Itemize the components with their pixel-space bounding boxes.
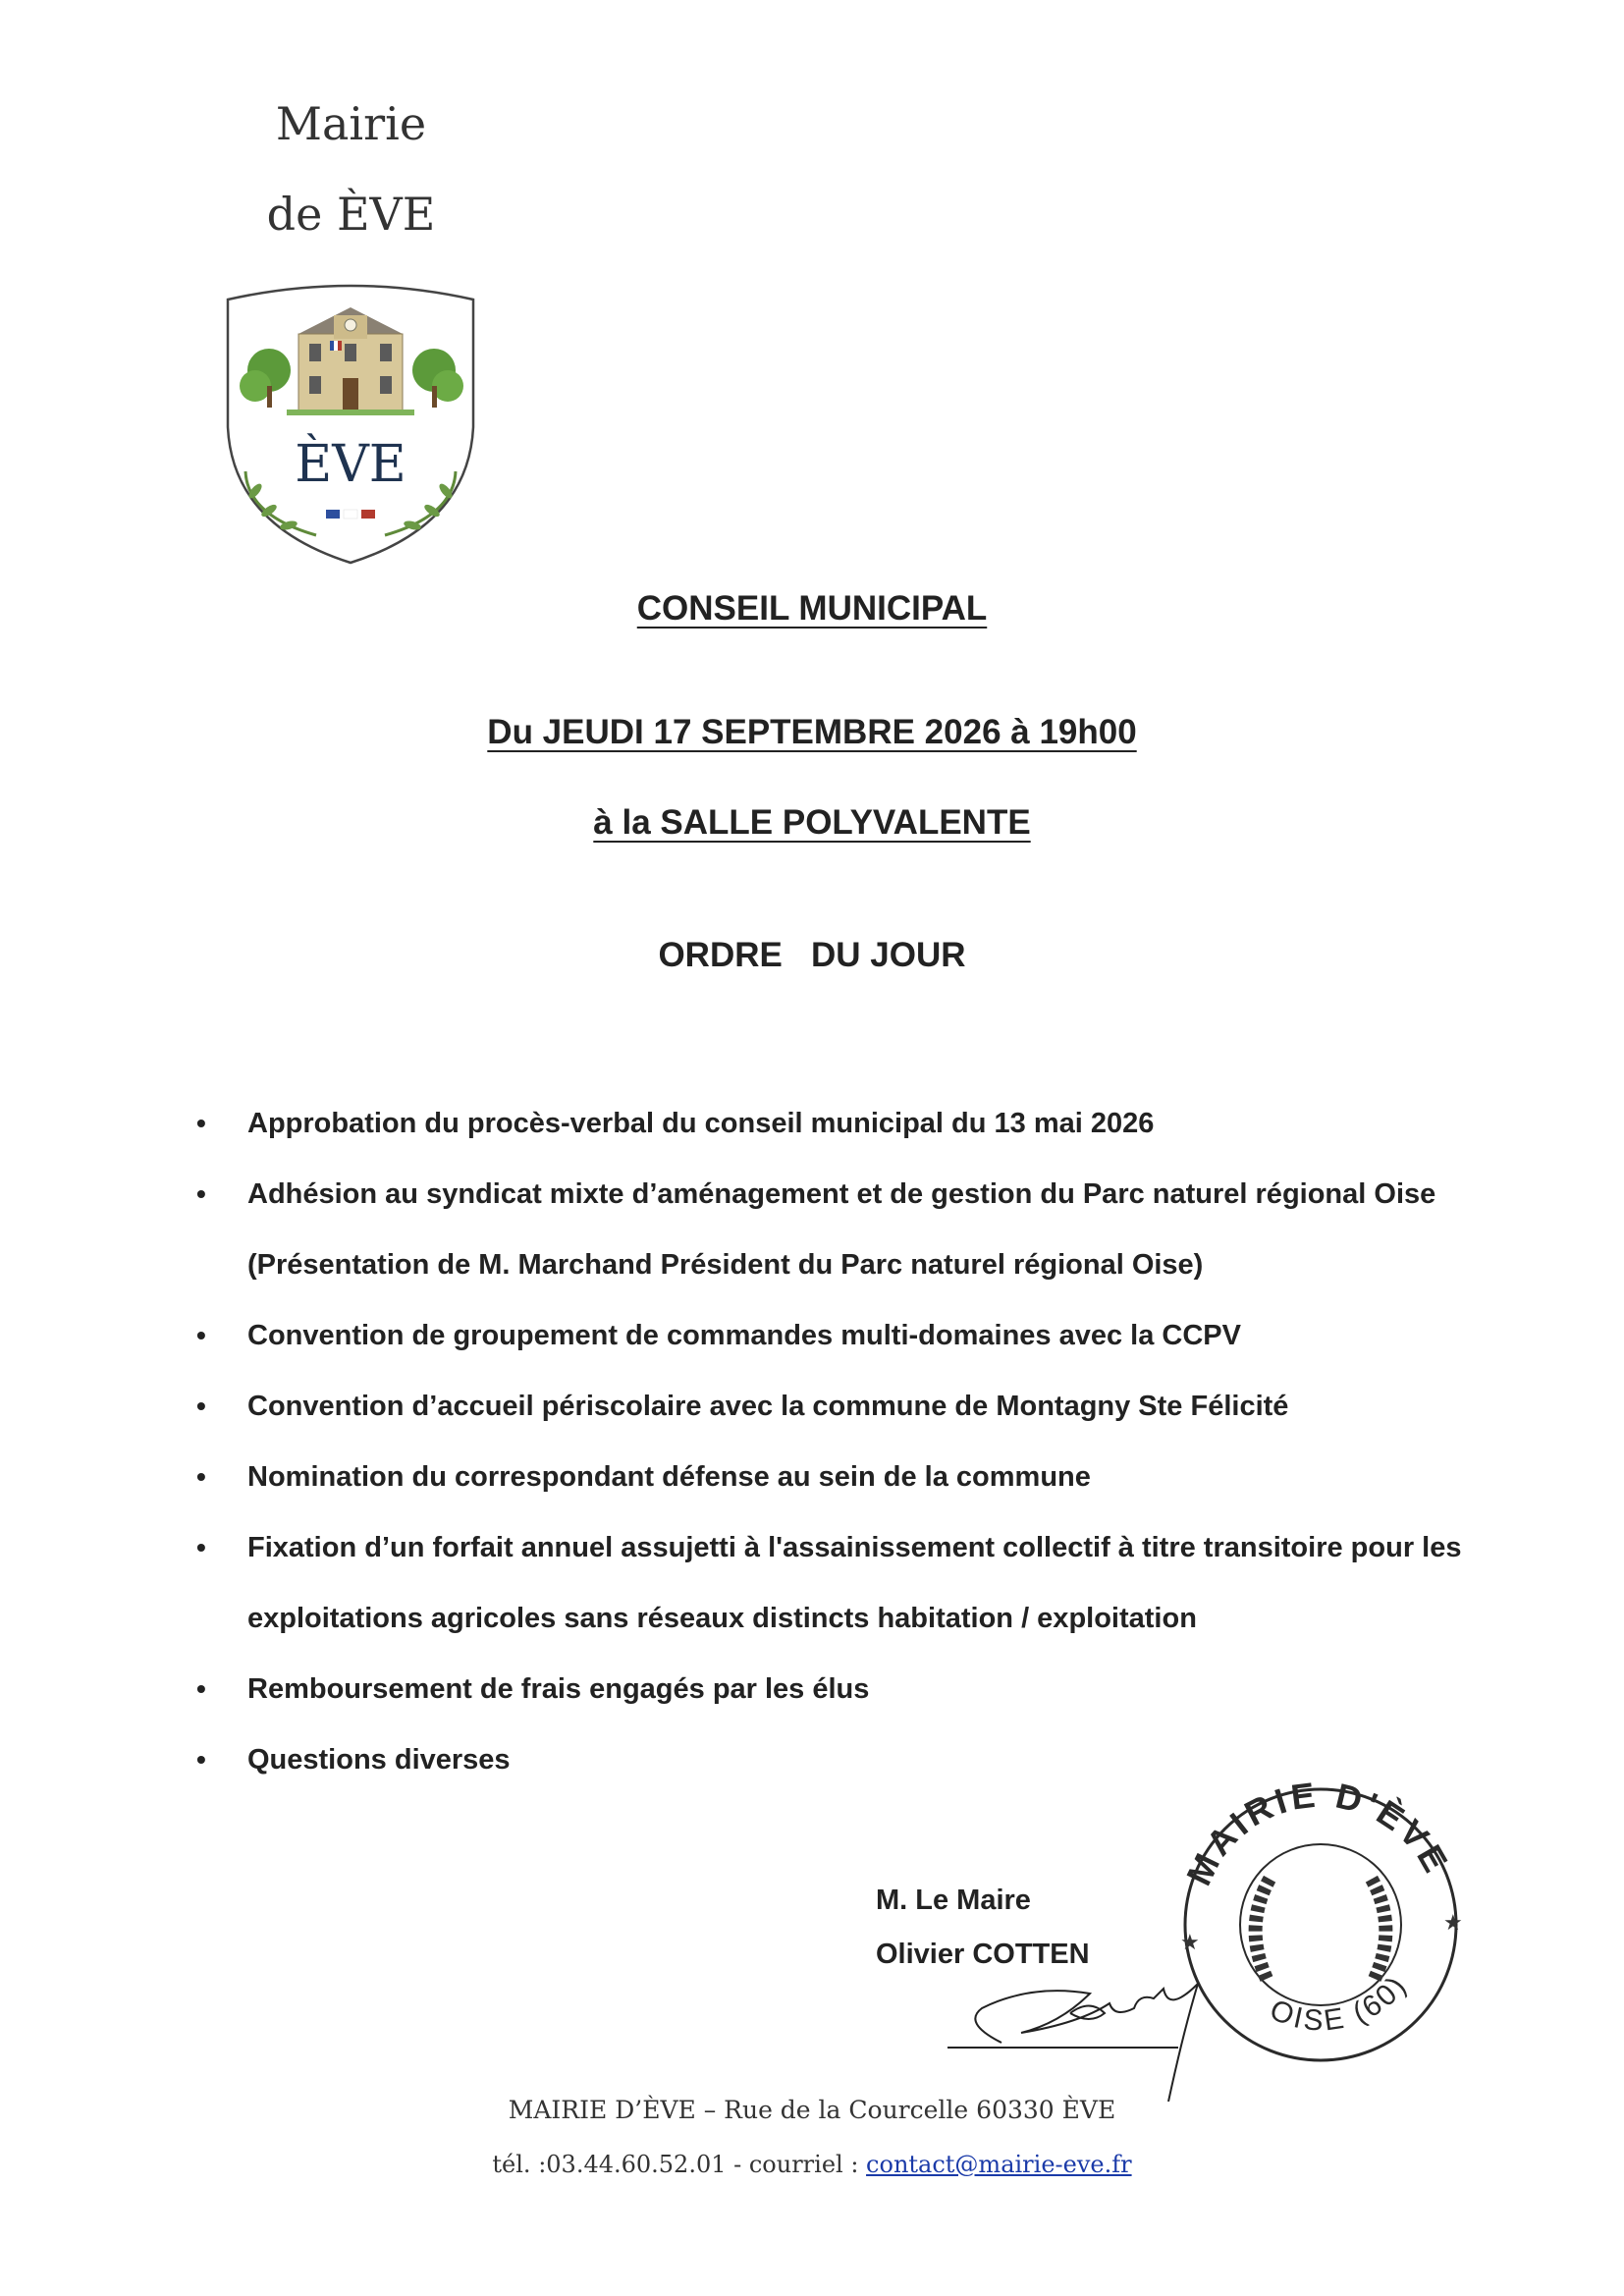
agenda-item: • Fixation d’un forfait annuel assujetti à l'assainissement collectif à titre transitoire pour les exploitations agricoles sans réseaux distincts habitation / exploitation	[196, 1512, 1473, 1654]
municipality-title	[196, 79, 506, 259]
municipality-title-line1: Mairie	[275, 97, 427, 150]
town-crest-logo	[218, 280, 483, 567]
meeting-title: CONSEIL MUNICIPAL	[636, 589, 988, 628]
svg-text:★: ★	[1443, 1910, 1463, 1935]
svg-text:★: ★	[1180, 1930, 1200, 1954]
agenda-item: • Convention de groupement de commandes multi-domaines avec la CCPV	[196, 1300, 1473, 1371]
footer-email-link[interactable]: contact@mairie-eve.fr	[866, 2151, 1132, 2178]
agenda-item: • Remboursement de frais engagés par les élus	[196, 1654, 1473, 1724]
meeting-location: à la SALLE POLYVALENTE	[593, 803, 1031, 842]
footer-contact	[0, 2151, 1624, 2178]
agenda-heading: ORDRE DU JOUR	[658, 936, 966, 974]
mayor-signature	[943, 1954, 1247, 2102]
agenda-item: • Nomination du correspondant défense au sein de la commune	[196, 1442, 1473, 1512]
meeting-date: Du JEUDI 17 SEPTEMBRE 2026 à 19h00	[487, 713, 1137, 751]
agenda-item: • Adhésion au syndicat mixte d’aménagement et de gestion du Parc naturel régional Oise (Présentation de M. Marchand Président du Parc naturel régional Oise)	[196, 1159, 1473, 1300]
svg-text:MAIRIE D'ÈVE: MAIRIE D'ÈVE	[1178, 1774, 1458, 1891]
footer-address: MAIRIE D’ÈVE – Rue de la Courcelle 60330 ÈVE	[508, 2096, 1116, 2124]
mayor-role: M. Le Maire	[876, 1885, 1031, 1916]
agenda-item: • Questions diverses	[196, 1724, 1473, 1795]
svg-text:OISE (60): OISE (60)	[1265, 1968, 1415, 2038]
agenda-list	[196, 1088, 1473, 1795]
agenda-item: • Approbation du procès-verbal du conseil municipal du 13 mai 2026	[196, 1088, 1473, 1159]
mayor-name: Olivier COTTEN	[876, 1939, 1090, 1970]
agenda-item: • Convention d’accueil périscolaire avec la commune de Montagny Ste Félicité	[196, 1371, 1473, 1442]
footer-phone: tél. :03.44.60.52.01 - courriel :	[492, 2151, 867, 2178]
municipality-title-line2: de ÈVE	[266, 188, 436, 241]
crest-text: ÈVE	[295, 435, 406, 494]
